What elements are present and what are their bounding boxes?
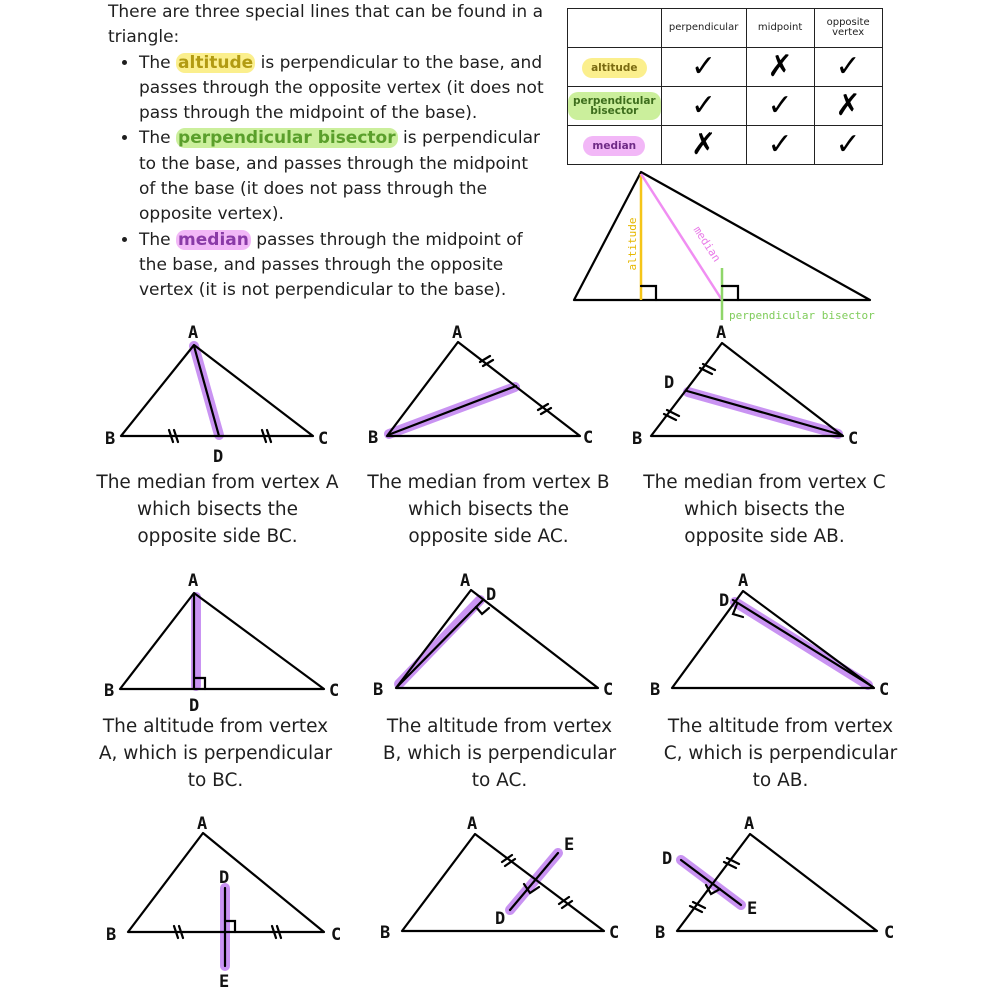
header-midpoint: midpoint (746, 9, 814, 48)
check-mark: ✓ (746, 87, 814, 126)
vertex-c-label: C (583, 428, 594, 448)
caption-median-c: The median from vertex C which bisects the opposite side AB. (643, 472, 886, 547)
pill-median: median (583, 136, 645, 156)
vertex-b-label: B (104, 681, 115, 701)
check-mark: ✓ (746, 126, 814, 165)
vertex-d-label: D (213, 447, 224, 467)
perp-bisector-line (510, 853, 558, 910)
vertex-b-label: B (632, 429, 643, 449)
caption-median-b: The median from vertex B which bisects the opposite side AC. (367, 472, 610, 547)
median-from-b-figure (368, 323, 593, 448)
vertex-b-label: B (368, 428, 379, 448)
vertex-b-label: B (380, 923, 391, 943)
median-from-a-figure (105, 323, 328, 467)
vertex-b-label: B (105, 429, 116, 449)
term-median: median (178, 229, 249, 250)
vertex-d-label: D (664, 373, 675, 393)
right-angle-mark (476, 607, 489, 614)
vertex-c-label: C (329, 681, 340, 701)
check-mark: ✓ (661, 87, 746, 126)
reference-median-label: median (690, 223, 724, 265)
check-mark: ✓ (661, 48, 746, 87)
vertex-d-label: D (486, 585, 497, 605)
check-mark: ✓ (814, 126, 882, 165)
vertex-a-label: A (467, 814, 478, 834)
perp-bisector-bc-figure (106, 814, 341, 992)
reference-altitude-label: altitude (626, 217, 639, 271)
right-angle-mark (641, 286, 656, 300)
pill-perpendicular-bisector: perpendicular bisector (568, 92, 661, 120)
vertex-a-label: A (452, 323, 463, 343)
altitude-from-a-figure (104, 571, 339, 716)
triangle (651, 343, 843, 436)
check-mark: ✓ (814, 48, 882, 87)
vertex-c-label: C (603, 680, 614, 700)
vertex-e-label: E (219, 972, 230, 992)
vertex-c-label: C (609, 923, 620, 943)
term-altitude: altitude (178, 52, 254, 73)
caption-altitude-c: The altitude from vertex C, which is perpendicular to AB. (663, 716, 898, 791)
caption-altitude-a: The altitude from vertex A, which is perpendicular to BC. (98, 716, 333, 791)
intro-lead: There are three special lines that can be found in a triangle: (108, 2, 544, 48)
reference-diagram (574, 172, 875, 322)
median-line (687, 391, 842, 435)
vertex-c-label: C (848, 429, 859, 449)
vertex-c-label: C (879, 680, 890, 700)
vertex-d-label: D (719, 591, 730, 611)
vertex-c-label: C (331, 925, 342, 945)
vertex-a-label: A (188, 323, 199, 343)
altitude-from-c-figure (650, 571, 889, 700)
vertex-c-label: C (318, 429, 329, 449)
vertex-c-label: C (884, 923, 895, 943)
right-angle-mark (722, 286, 738, 300)
vertex-d-label: D (219, 868, 230, 888)
vertex-b-label: B (106, 925, 117, 945)
vertex-b-label: B (655, 923, 666, 943)
vertex-a-label: A (460, 571, 471, 591)
perp-bisector-ab-figure (655, 814, 894, 943)
vertex-a-label: A (716, 323, 727, 343)
vertex-a-label: A (197, 814, 208, 834)
bullet-altitude: • The altitude is perpendicular to the base, and passes through the opposite vertex (it does not pass through the midpoint of the base). (139, 51, 548, 127)
triangle (120, 593, 324, 689)
vertex-e-label: E (747, 899, 758, 919)
vertex-d-label: D (495, 909, 506, 929)
triangle (396, 590, 598, 688)
altitude-line (397, 600, 483, 687)
bullet-perpendicular-bisector: • The perpendicular bisector is perpendicular to the base, and passes through the midpoint of the base (it does not pass through the opposite vertex). (139, 126, 548, 227)
perp-bisector-ac-figure (380, 814, 619, 943)
vertex-b-label: B (373, 680, 384, 700)
term-perpendicular-bisector: perpendicular bisector (178, 128, 396, 149)
altitude-line (733, 600, 873, 687)
vertex-b-label: B (650, 680, 661, 700)
cross-mark: ✗ (746, 48, 814, 87)
vertex-d-label: D (662, 849, 673, 869)
vertex-a-label: A (738, 571, 749, 591)
vertex-e-label: E (564, 835, 575, 855)
vertex-a-label: A (744, 814, 755, 834)
caption-altitude-b: The altitude from vertex B, which is perpendicular to AC. (382, 716, 617, 791)
header-opposite-vertex: opposite vertex (814, 9, 882, 48)
median-line (194, 346, 219, 436)
altitude-from-b-figure (373, 571, 613, 700)
vertex-d-label: D (189, 696, 200, 716)
bullet-median: • The median passes through the midpoint of the base, and passes through the opposite vertex (it is not perpendicular to the base). (139, 228, 548, 304)
pill-altitude: altitude (582, 58, 646, 78)
caption-median-a: The median from vertex A which bisects the opposite side BC. (96, 472, 339, 547)
cross-mark: ✗ (814, 87, 882, 126)
reference-perp-bisector-label: perpendicular bisector (729, 309, 875, 322)
cross-mark: ✗ (661, 126, 746, 165)
header-perpendicular: perpendicular (661, 9, 746, 48)
vertex-a-label: A (188, 571, 199, 591)
median-from-c-figure (632, 323, 858, 449)
